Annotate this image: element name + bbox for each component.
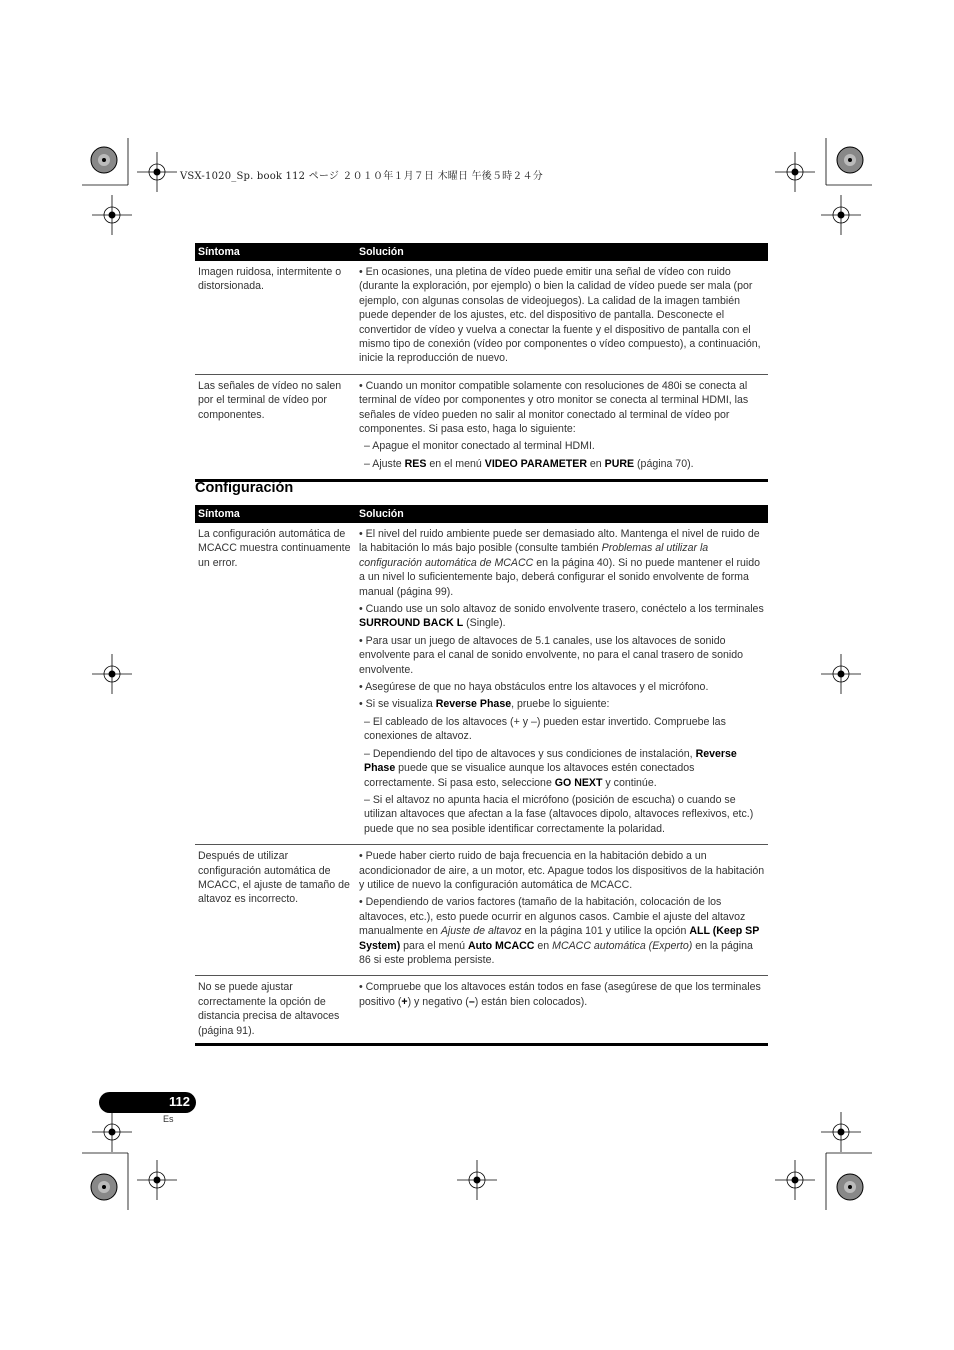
solution-text: • Cuando un monitor compatible solamente con resoluciones de 480i se conecta al terminal de vídeo por componentes y otro monitor se conecta al terminal HDMI, las señales de vídeo pueden no salir al monitor conectado al terminal de vídeo por componentes. Si pasa esto, haga lo siguiente:	[359, 379, 749, 436]
table-row	[195, 976, 768, 1045]
solution-text: • En ocasiones, una pletina de vídeo puede emitir una señal de vídeo con ruido (durante la exploración, por ejemplo) o bien la calidad de vídeo puede ser mala (por ejemplo, con algunas consolas de videojuegos). La calidad de la imagen también puede depender de los ajustes, etc. del dispositivo de pantalla. Desconecte el convertidor de vídeo y vuelva a conectar la fuente y el dispositivo de pantalla con el mismo tipo de conexión (vídeo por componentes o vídeo compuesto), a continuación, inicie la reproducción de nuevo.	[359, 266, 761, 365]
solution-text: • El nivel del ruido ambiente puede ser demasiado alto. Mantenga el nivel de ruido de la habitación lo más bajo posible (consulte también Problemas al utilizar la configuración automática de MCACC en la página 40). Si no puede mantener el ruido a un nivel lo suficientemente bajo, deberá configurar el sonido envolvente de forma manual (página 99).	[359, 528, 761, 598]
solution-cell	[356, 976, 768, 1045]
solution-step: – Si el altavoz no apunta hacia el micrófono (posición de escucha) o cuando se utilizan altavoces que afectan a la fase (altavoces dipolo, altavoces reflexivos, etc.) puede que no sea posible identificar correctamente la polaridad.	[364, 793, 754, 835]
table-row	[195, 845, 768, 976]
page-language: Es	[163, 1114, 174, 1124]
solution-text: • Asegúrese de que no haya obstáculos entre los altavoces y el micrófono.	[359, 681, 709, 694]
table-row	[195, 261, 768, 374]
solution-step: – El cableado de los altavoces (+ y –) pueden estar invertido. Compruebe las conexiones de altavoz.	[364, 715, 726, 743]
print-header: VSX-1020_Sp. book 112 ページ ２０１０年１月７日 木曜日 午後５時２４分	[180, 171, 543, 182]
col-header-solution: Solución	[356, 505, 768, 523]
solution-step: – Apague el monitor conectado al terminal HDMI.	[364, 440, 595, 453]
solution-text: • Para usar un juego de altavoces de 5.1 canales, use los altavoces de sonido envolvente para el canal de sonido envolvente, no para el canal trasero de sonido envolvente.	[359, 634, 743, 676]
solution-text: • Dependiendo de varios factores (tamaño de la habitación, colocación de los altavoces, etc.), esto puede ocurrir en algunos casos. Cambie el ajuste del altavoz manualmente en Ajuste de altavoz en la página 101 y utilice la opción ALL (Keep SP System) para el menú Auto MCACC en MCACC automática (Experto) en la página 86 si este problema persiste.	[359, 896, 760, 966]
solution-cell	[356, 374, 768, 480]
symptom-cell: Después de utilizar configuración automática de MCACC, el ajuste de tamaño de altavoz es incorrecto.	[195, 845, 356, 976]
troubleshooting-table-video	[195, 243, 768, 482]
solution-step: – Ajuste RES en el menú VIDEO PARAMETER en PURE (página 70).	[364, 457, 694, 470]
table-row	[195, 523, 768, 845]
solution-text: • Si se visualiza Reverse Phase, pruebe lo siguiente:	[359, 698, 610, 711]
solution-text: • Cuando use un solo altavoz de sonido envolvente trasero, conéctelo a los terminales SURROUND BACK L (Single).	[359, 603, 764, 630]
table-row	[195, 374, 768, 480]
solution-step: – Dependiendo del tipo de altavoces y sus condiciones de instalación, Reverse Phase puede que se visualice aunque los altavoces estén conectados correctamente. Si pasa esto, seleccione GO NEXT y continúe.	[364, 747, 737, 789]
col-header-symptom: Síntoma	[195, 505, 356, 523]
solution-text: • Puede haber cierto ruido de baja frecuencia en la habitación debido a un acondicionador de aire, a un motor, etc. Apague todos los dispositivos de la habitación y utilice de nuevo la configuración automática de MCACC.	[359, 850, 765, 891]
solution-text: • Compruebe que los altavoces están todos en fase (asegúrese de que los terminales positivo (+) y negativo (–) están bien colocados).	[359, 981, 761, 1008]
troubleshooting-table-setup	[195, 505, 768, 1046]
symptom-cell: Imagen ruidosa, intermitente o distorsionada.	[195, 261, 356, 374]
col-header-solution: Solución	[356, 243, 768, 261]
page-number: 112	[169, 1094, 190, 1109]
solution-cell	[356, 261, 768, 374]
solution-cell	[356, 845, 768, 976]
symptom-cell: No se puede ajustar correctamente la opción de distancia precisa de altavoces (página 91).	[195, 976, 356, 1045]
symptom-cell: Las señales de vídeo no salen por el terminal de vídeo por componentes.	[195, 374, 356, 480]
col-header-symptom: Síntoma	[195, 243, 356, 261]
symptom-cell: La configuración automática de MCACC muestra continuamente un error.	[195, 523, 356, 845]
solution-cell	[356, 523, 768, 845]
section-title: Configuración	[195, 480, 294, 496]
